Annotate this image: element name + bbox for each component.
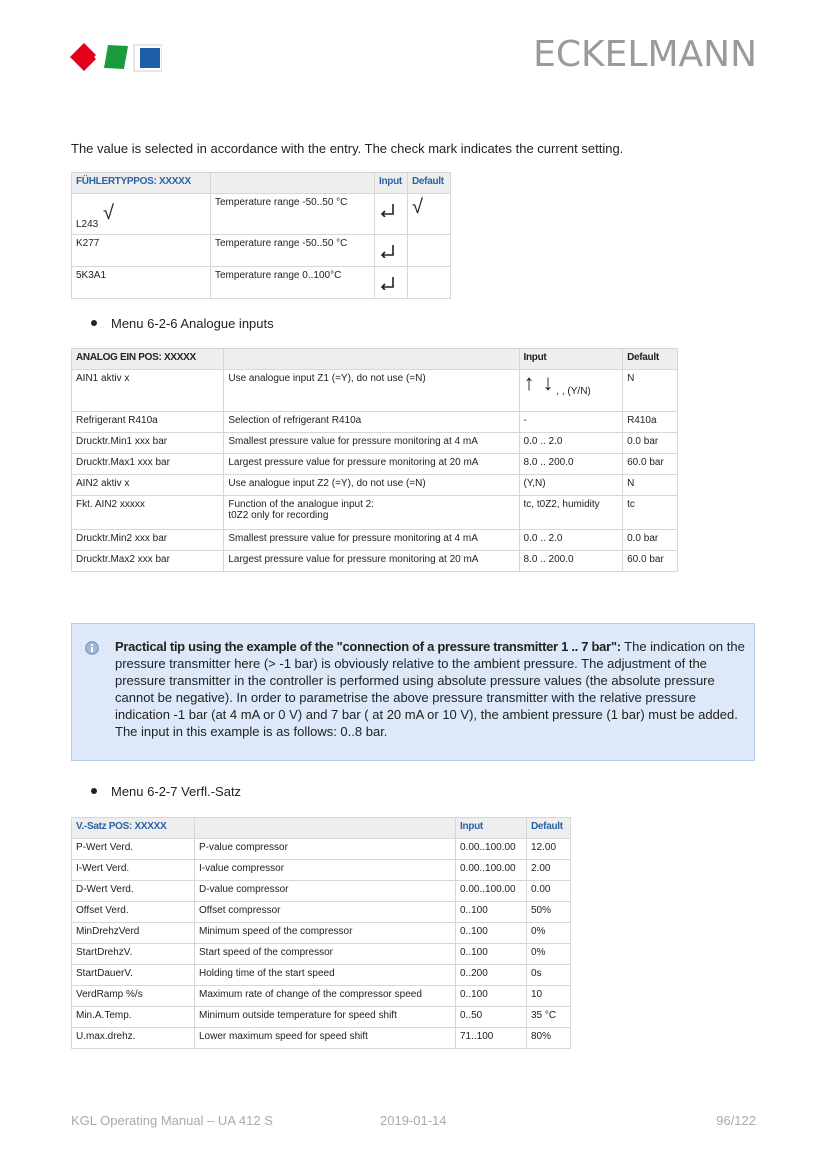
- row-name: 5K3A1: [72, 267, 211, 299]
- arrow-down-icon[interactable]: ↓: [542, 370, 554, 395]
- enter-key-icon[interactable]: [379, 276, 395, 290]
- row-input: 8.0 .. 200.0: [519, 454, 623, 475]
- practical-tip-box: [71, 623, 755, 761]
- table-header: FÜHLERTYPPOS: XXXXX: [72, 173, 211, 194]
- row-desc: Maximum rate of change of the compressor speed: [195, 986, 456, 1007]
- row-name: StartDrehzV.: [72, 944, 195, 965]
- table-header: Input: [375, 173, 408, 194]
- table-header: [195, 818, 456, 839]
- row-default: 0s: [527, 965, 571, 986]
- row-name: MinDrehzVerd: [72, 923, 195, 944]
- bullet-item: [91, 784, 241, 799]
- row-default: 60.0 bar: [623, 551, 678, 572]
- row-desc: I-value compressor: [195, 860, 456, 881]
- table-row: [72, 1028, 571, 1049]
- row-desc-line2: t0Z2 only for recording: [228, 510, 329, 521]
- row-input: -: [519, 412, 623, 433]
- table-header: ANALOG EIN POS: XXXXX: [72, 349, 224, 370]
- row-input: 0.00..100.00: [456, 881, 527, 902]
- row-name: AIN1 aktiv x: [72, 370, 224, 412]
- row-desc: Function of the analogue input 2:: [228, 499, 375, 510]
- table-row: [72, 986, 571, 1007]
- row-name: L243: [76, 219, 99, 230]
- row-input: 0.0 .. 2.0: [519, 530, 623, 551]
- table-header: V.-Satz POS: XXXXX: [72, 818, 195, 839]
- row-default: 80%: [527, 1028, 571, 1049]
- table-header: Input: [456, 818, 527, 839]
- table-row: [72, 530, 678, 551]
- row-desc: Smallest pressure value for pressure monitoring at 4 mA: [224, 530, 519, 551]
- row-name: P-Wert Verd.: [72, 839, 195, 860]
- bullet-text: Menu 6-2-7 Verfl.-Satz: [111, 784, 242, 799]
- table-row: [72, 412, 678, 433]
- row-desc: Use analogue input Z2 (=Y), do not use (=N): [224, 475, 519, 496]
- row-desc: Selection of refrigerant R410a: [224, 412, 519, 433]
- row-default: 35 °C: [527, 1007, 571, 1028]
- eckelmann-logo: [70, 42, 162, 72]
- row-input: 0..100: [456, 923, 527, 944]
- table-row: [72, 881, 571, 902]
- table-row: [72, 433, 678, 454]
- default-checkmark: √: [408, 194, 451, 235]
- row-name: Drucktr.Max1 xxx bar: [72, 454, 224, 475]
- row-default: N: [623, 370, 678, 412]
- row-default: 50%: [527, 902, 571, 923]
- row-default: R410a: [623, 412, 678, 433]
- row-input: 0.0 .. 2.0: [519, 433, 623, 454]
- row-default: tc: [623, 496, 678, 530]
- row-default: N: [623, 475, 678, 496]
- row-default: 10: [527, 986, 571, 1007]
- bullet-item: [91, 316, 274, 331]
- row-input: 71..100: [456, 1028, 527, 1049]
- row-desc: Offset compressor: [195, 902, 456, 923]
- row-default: 0.0 bar: [623, 530, 678, 551]
- table-row: [72, 860, 571, 881]
- row-input: (Y,N): [519, 475, 623, 496]
- row-input: 0.00..100.00: [456, 860, 527, 881]
- sensor-type-table: [71, 172, 451, 299]
- table-header: Default: [408, 173, 451, 194]
- checkmark: √: [103, 202, 115, 224]
- row-input: 0..200: [456, 965, 527, 986]
- row-desc: D-value compressor: [195, 881, 456, 902]
- tip-text: [115, 638, 745, 740]
- footer-page-number: 96/122: [716, 1113, 756, 1128]
- row-desc: Smallest pressure value for pressure monitoring at 4 mA: [224, 433, 519, 454]
- table-row: [72, 194, 451, 235]
- row-desc: Temperature range -50..50 °C: [211, 194, 375, 235]
- table-row: [72, 551, 678, 572]
- row-default: 0.00: [527, 881, 571, 902]
- arrow-up-icon[interactable]: ↑: [523, 370, 535, 395]
- bullet-dot: [91, 788, 97, 794]
- table-header: Default: [527, 818, 571, 839]
- row-name: Refrigerant R410a: [72, 412, 224, 433]
- row-name: D-Wert Verd.: [72, 881, 195, 902]
- table-header: Input: [519, 349, 623, 370]
- row-input: 8.0 .. 200.0: [519, 551, 623, 572]
- enter-key-icon[interactable]: [379, 244, 395, 258]
- row-name: U.max.drehz.: [72, 1028, 195, 1049]
- row-default: 60.0 bar: [623, 454, 678, 475]
- row-input: tc, t0Z2, humidity: [519, 496, 623, 530]
- table-header: [211, 173, 375, 194]
- table-row: [72, 370, 678, 412]
- row-name: VerdRamp %/s: [72, 986, 195, 1007]
- row-name: Offset Verd.: [72, 902, 195, 923]
- row-default: 0%: [527, 944, 571, 965]
- row-default: 2.00: [527, 860, 571, 881]
- row-desc: Use analogue input Z1 (=Y), do not use (=N): [224, 370, 519, 412]
- info-icon: [85, 641, 99, 655]
- bullet-dot: [91, 320, 97, 326]
- table-row: [72, 923, 571, 944]
- row-default: [408, 267, 451, 299]
- row-desc: Holding time of the start speed: [195, 965, 456, 986]
- row-name: StartDauerV.: [72, 965, 195, 986]
- row-default: 12.00: [527, 839, 571, 860]
- row-desc: Start speed of the compressor: [195, 944, 456, 965]
- row-name: Min.A.Temp.: [72, 1007, 195, 1028]
- row-input: 0..100: [456, 986, 527, 1007]
- table-row: [72, 475, 678, 496]
- row-name: I-Wert Verd.: [72, 860, 195, 881]
- table-header: Default: [623, 349, 678, 370]
- row-desc: Lower maximum speed for speed shift: [195, 1028, 456, 1049]
- row-input: 0..100: [456, 902, 527, 923]
- bullet-text: Menu 6-2-6 Analogue inputs: [111, 316, 274, 331]
- row-name: K277: [72, 235, 211, 267]
- row-desc: Largest pressure value for pressure monitoring at 20 mA: [224, 454, 519, 475]
- row-input: 0.00..100.00: [456, 839, 527, 860]
- table-row: [72, 267, 451, 299]
- row-input: 0..50: [456, 1007, 527, 1028]
- row-desc: Minimum speed of the compressor: [195, 923, 456, 944]
- row-default: 0%: [527, 923, 571, 944]
- brand-name: ECKELMANN: [533, 34, 757, 75]
- row-desc: Temperature range -50..50 °C: [211, 235, 375, 267]
- intro-text: The value is selected in accordance with the entry. The check mark indicates the current setting.: [71, 141, 624, 156]
- row-name: AIN2 aktiv x: [72, 475, 224, 496]
- table-row: [72, 965, 571, 986]
- table-row: [72, 235, 451, 267]
- row-default: 0.0 bar: [623, 433, 678, 454]
- table-row: [72, 902, 571, 923]
- row-name: Fkt. AIN2 xxxxx: [72, 496, 224, 530]
- table-row: [72, 496, 678, 530]
- compressor-settings-table: [71, 817, 571, 1049]
- row-desc: P-value compressor: [195, 839, 456, 860]
- row-default: [408, 235, 451, 267]
- row-name: Drucktr.Max2 xxx bar: [72, 551, 224, 572]
- arrow-suffix: , , (Y/N): [556, 386, 591, 397]
- row-desc: Temperature range 0..100°C: [211, 267, 375, 299]
- analogue-inputs-table: [71, 348, 678, 572]
- footer-title: KGL Operating Manual – UA 412 S: [71, 1113, 273, 1128]
- enter-key-icon[interactable]: [379, 203, 395, 217]
- table-row: [72, 839, 571, 860]
- footer-date: 2019-01-14: [380, 1113, 447, 1128]
- row-desc: Minimum outside temperature for speed shift: [195, 1007, 456, 1028]
- row-desc: Largest pressure value for pressure monitoring at 20 mA: [224, 551, 519, 572]
- table-row: [72, 454, 678, 475]
- tip-body: The indication on the pressure transmitter here (> -1 bar) is obviously relative to the ambient pressure. The adjustment of the pressure transmitter in the controller is performed using absolute pressure values (the absolute pressure cannot be negative). In order to parametrise the above pressure transmitter with the relative pressure indication -1 bar (at 4 mA or 0 V) and 7 bar ( at 20 mA or 10 V), the ambient pressure (1 bar) must be added. The input in this example is as follows: 0..8 bar.: [115, 639, 745, 739]
- row-name: Drucktr.Min2 xxx bar: [72, 530, 224, 551]
- row-input: 0..100: [456, 944, 527, 965]
- row-name: Drucktr.Min1 xxx bar: [72, 433, 224, 454]
- table-row: [72, 944, 571, 965]
- table-header: [224, 349, 519, 370]
- tip-bold: Practical tip using the example of the "connection of a pressure transmitter 1 .. 7 bar":: [115, 639, 621, 654]
- table-row: [72, 1007, 571, 1028]
